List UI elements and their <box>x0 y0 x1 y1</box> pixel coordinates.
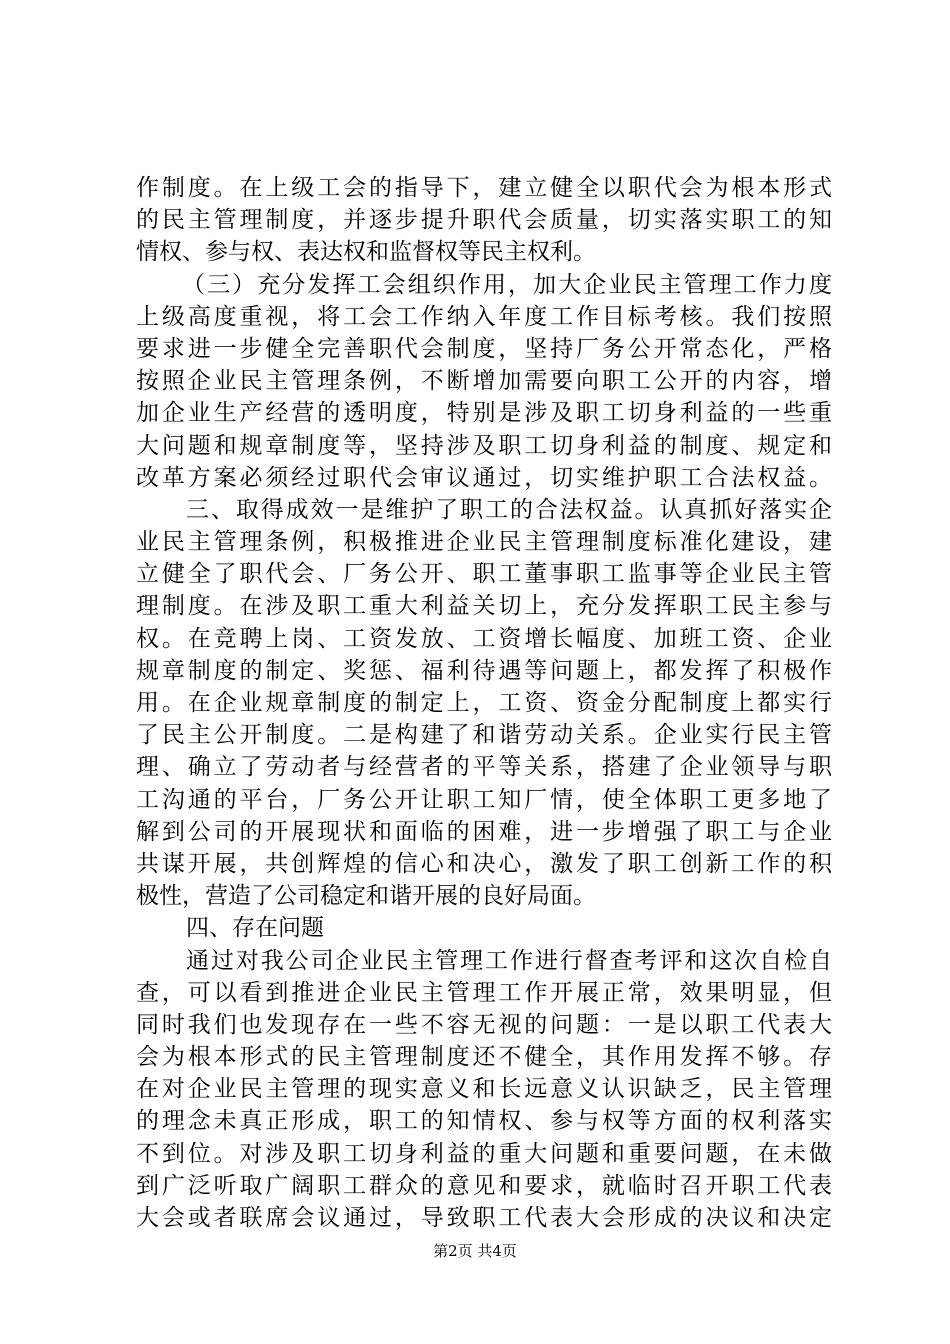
text-line: 三、取得成效一是维护了职工的合法权益。认真抓好落实企 <box>186 496 832 523</box>
text-line: 大会或者联席会议通过，导致职工代表大会形成的决议和决定 <box>136 1205 832 1231</box>
text-line: 权。在竞聘上岗、工资发放、工资增长幅度、加班工资、企业 <box>136 625 832 652</box>
text-line: 用。在企业规章制度的制定上，工资、资金分配制度上都实行 <box>136 690 832 716</box>
text-line: 极性，营造了公司稳定和谐开展的良好局面。 <box>136 883 596 910</box>
text-line: 按照企业民主管理条例，不断增加需要向职工公开的内容，增 <box>136 368 832 395</box>
text-line: 作制度。在上级工会的指导下，建立健全以职代会为根本形式 <box>136 175 832 201</box>
text-line: 解到公司的开展现状和面临的困难，进一步增强了职工与企业 <box>136 818 832 845</box>
text-line: 理制度。在涉及职工重大利益关切上，充分发挥职工民主参与 <box>136 593 832 620</box>
text-line: 会为根本形式的民主管理制度还不健全，其作用发挥不够。存 <box>136 1044 832 1071</box>
text-line: 不到位。对涉及职工切身利益的重大问题和重要问题，在未做 <box>136 1140 832 1167</box>
text-line: 的民主管理制度，并逐步提升职代会质量，切实落实职工的知 <box>136 207 832 234</box>
text-line: 业民主管理条例，积极推进企业民主管理制度标准化建设，建 <box>136 529 832 556</box>
text-line: 查，可以看到推进企业民主管理工作开展正常，效果明显，但 <box>136 979 832 1006</box>
text-line: 的理念未真正形成，职工的知情权、参与权等方面的权利落实 <box>136 1108 832 1135</box>
text-line: 工沟通的平台，厂务公开让职工知厂情，使全体职工更多地了 <box>136 786 832 813</box>
text-line: 了民主公开制度。二是构建了和谐劳动关系。企业实行民主管 <box>136 722 832 749</box>
page-number-footer: 第2页 共4页 <box>433 1242 517 1260</box>
section-heading: 四、存在问题 <box>186 915 324 942</box>
text-line: 立健全了职代会、厂务公开、职工董事职工监事等企业民主管 <box>136 561 832 588</box>
text-line: 情权、参与权、表达权和监督权等民主权利。 <box>136 239 596 266</box>
text-line: 共谋开展，共创辉煌的信心和决心，激发了职工创新工作的积 <box>136 850 832 877</box>
text-line: 上级高度重视，将工会工作纳入年度工作目标考核。我们按照 <box>136 303 832 330</box>
text-line: 在对企业民主管理的现实意义和长远意义认识缺乏，民主管理 <box>136 1076 832 1103</box>
text-line: 同时我们也发现存在一些不容无视的问题：一是以职工代表大 <box>136 1011 832 1038</box>
text-line: 到广泛听取广阔职工群众的意见和要求，就临时召开职工代表 <box>136 1172 832 1199</box>
text-line: 要求进一步健全完善职代会制度，坚持厂务公开常态化，严格 <box>136 335 832 362</box>
text-line: 理、确立了劳动者与经营者的平等关系，搭建了企业领导与职 <box>136 754 832 781</box>
text-line: 规章制度的制定、奖惩、福利待遇等问题上，都发挥了积极作 <box>136 657 832 684</box>
document-body <box>136 172 832 1234</box>
text-line: 加企业生产经营的透明度，特别是涉及职工切身利益的一些重 <box>136 400 832 427</box>
text-line: （三）充分发挥工会组织作用，加大企业民主管理工作力度 <box>182 271 832 298</box>
text-line: 大问题和规章制度等，坚持涉及职工切身利益的制度、规定和 <box>136 432 832 459</box>
text-line: 通过对我公司企业民主管理工作进行督查考评和这次自检自 <box>186 947 832 974</box>
text-line: 改革方案必须经过职代会审议通过，切实维护职工合法权益。 <box>136 464 832 491</box>
